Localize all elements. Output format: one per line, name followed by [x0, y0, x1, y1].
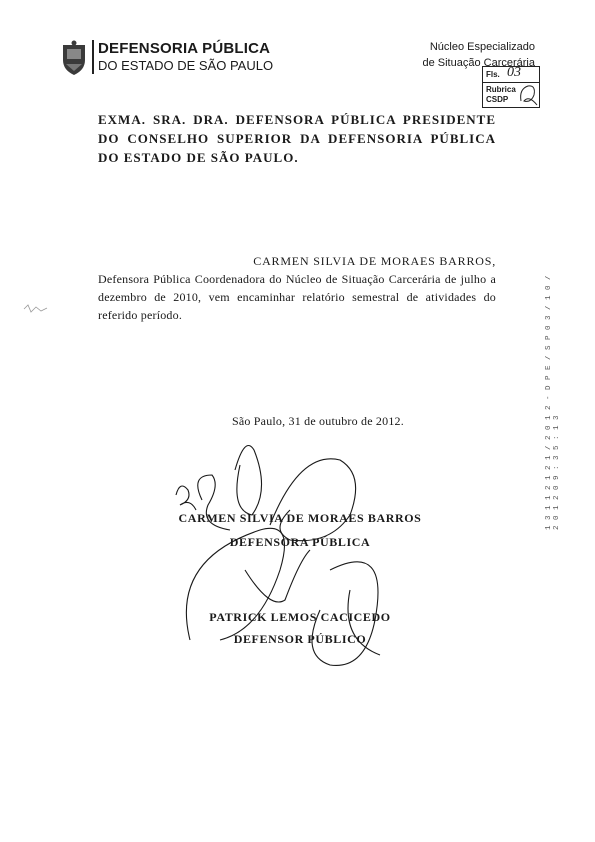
protocol-side-stamp: 1 3 1 1 2 1 2 1 / 2 0 1 2 - D P E / S P 0 3 / 1 0 / 2 0 1 2 0 9 : 3 5 : 1 3 — [545, 274, 561, 530]
body-paragraph — [98, 252, 496, 324]
folio-number: 03 — [507, 65, 521, 80]
rubrica-signature — [517, 81, 539, 107]
logo-divider — [92, 40, 94, 74]
body-text: Defensora Pública Coordenadora do Núcleo de Situação Carcerária de julho a dezembro de 2010, vem encaminhar relatório semestral de atividades do referido período. — [98, 272, 496, 322]
signatory-1-name: CARMEN SILVIA DE MORAES BARROS — [178, 511, 422, 525]
signatory-1-title: DEFENSORA PÚBLICA — [229, 535, 371, 549]
folio-stamp — [482, 66, 540, 108]
org-name-line2: DO ESTADO DE SÃO PAULO — [98, 58, 274, 73]
place-date: São Paulo, 31 de outubro de 2012. — [232, 414, 404, 428]
signatory-2-title: DEFENSOR PÚBLICO — [233, 632, 367, 646]
csdp-label: CSDP — [486, 95, 509, 104]
department-line2: de Situação Carcerária — [422, 57, 535, 69]
sender-name: CARMEN SILVIA DE MORAES BARROS, — [253, 254, 496, 268]
folio-label: Fls. — [486, 70, 500, 79]
state-emblem-logo — [60, 40, 88, 76]
rubrica-label: Rubrica — [486, 85, 516, 94]
org-name-line1: DEFENSORIA PÚBLICA — [98, 40, 271, 57]
addressee-heading: EXMA. SRA. DRA. DEFENSORA PÚBLICA PRESIDENTE DO CONSELHO SUPERIOR DA DEFENSORIA PÚBLICA DO ESTADO DE SÃO PAULO. — [98, 112, 496, 165]
department-line1: Núcleo Especializado — [429, 41, 535, 53]
scan-mark — [22, 302, 50, 314]
signatory-2-name: PATRICK LEMOS CACICEDO — [209, 610, 391, 624]
